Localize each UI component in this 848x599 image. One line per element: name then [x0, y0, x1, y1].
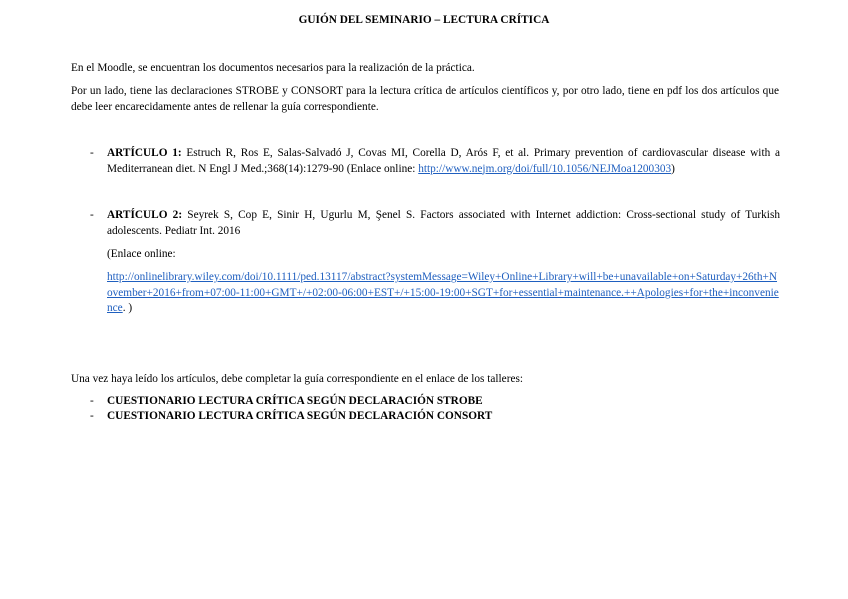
questionnaire-item-strobe [90, 394, 780, 410]
bullet-dash: - [90, 209, 94, 221]
questionnaire-item-consort [90, 409, 780, 425]
article-2-link-block [107, 270, 779, 317]
page-title: GUIÓN DEL SEMINARIO – LECTURA CRÍTICA [298, 14, 550, 26]
article-2-link[interactable]: http://onlinelibrary.wiley.com/doi/10.1111/ped.13117/abstract?systemMessage=Wiley+Online+Library+will+be+unavailable+on+Saturday+26th+November+2016+from+07:00-11:00+GMT+/+02:00-06:00+EST+/+15:00-19:00+SGT+for+essential+maintenance.++Apologies+for+the+inconvenience [107, 271, 779, 314]
article-1-citation-block [107, 146, 780, 177]
questionnaire-strobe-label: CUESTIONARIO LECTURA CRÍTICA SEGÚN DECLARACIÓN STROBE [107, 395, 483, 407]
bullet-dash: - [90, 410, 94, 422]
bullet-dash: - [90, 147, 94, 159]
article-2-link-intro: (Enlace online: [107, 248, 176, 260]
article-1-label: ARTÍCULO 1: [107, 147, 182, 159]
article-2-citation: Seyrek S, Cop E, Sinir H, Ugurlu M, Şenel S. Factors associated with Internet addiction: Cross-sectional study of Turkish adolescents. Pediatr Int. 2016 [107, 209, 780, 237]
article-2-closing: . ) [122, 302, 133, 314]
article-1-link[interactable]: http://www.nejm.org/doi/full/10.1056/NEJMoa1200303 [418, 162, 672, 175]
article-2-item [90, 208, 780, 239]
closing-paragraph: Una vez haya leído los artículos, debe completar la guía correspondiente en el enlace de los talleres: [71, 373, 524, 385]
intro-paragraph-2: Por un lado, tiene las declaraciones STROBE y CONSORT para la lectura crítica de artículos científicos y, por otro lado, tiene en pdf los dos artículos que debe leer encarecidamente antes de rellenar la guía correspondiente. [71, 85, 779, 113]
questionnaire-consort-label: CUESTIONARIO LECTURA CRÍTICA SEGÚN DECLARACIÓN CONSORT [107, 410, 493, 422]
article-1-citation: Estruch R, Ros E, Salas-Salvadó J, Covas MI, Corella D, Arós F, et al. Primary prevention of cardiovascular disease with a Mediterranean diet. N Engl J Med.;368(14):1279-90 (Enlace online: [107, 147, 780, 175]
article-1-item [90, 146, 780, 177]
article-1-closing: ) [671, 162, 675, 175]
article-2-label: ARTÍCULO 2: [107, 209, 183, 221]
article-2-citation-block [107, 208, 780, 239]
bullet-dash: - [90, 395, 94, 407]
intro-paragraph: En el Moodle, se encuentran los documentos necesarios para la realización de la práctica. [71, 62, 475, 74]
